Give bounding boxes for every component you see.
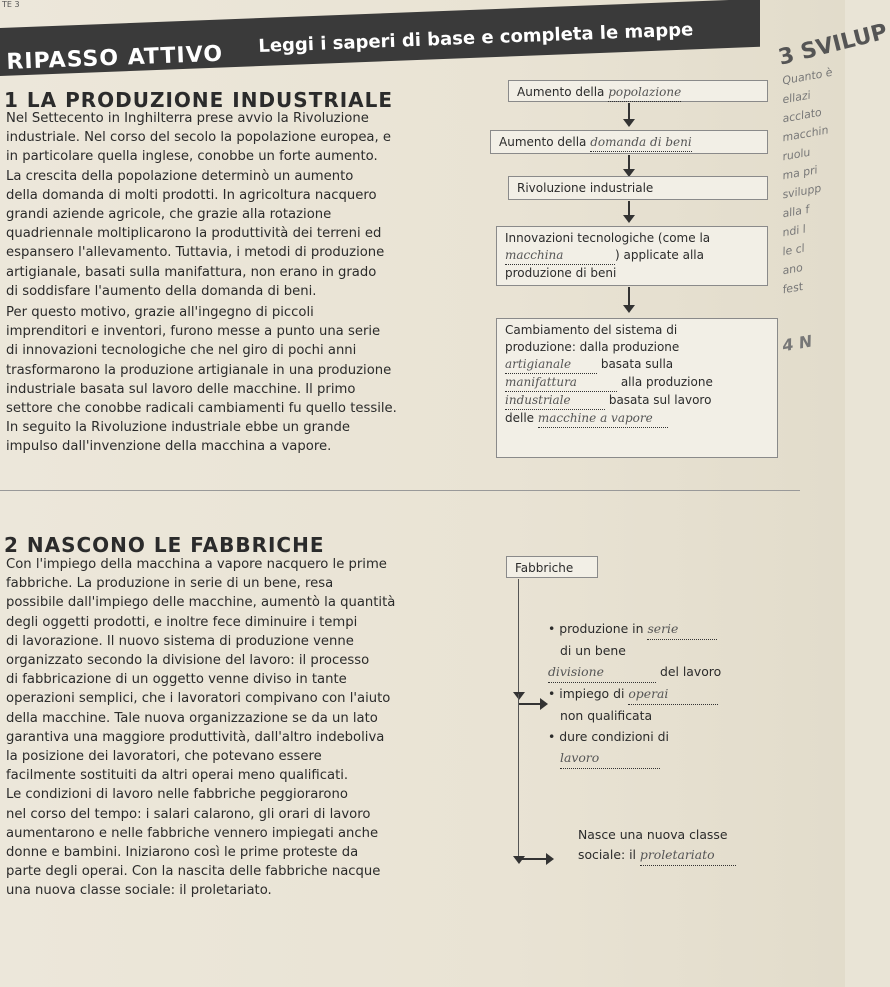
fill-blank[interactable]: proletariato <box>640 845 736 866</box>
text-line: Con l'impiego della macchina a vapore nacquero le prime <box>6 557 387 572</box>
section-1-paragraph-2 <box>6 303 476 457</box>
side-line: alla f <box>781 202 811 221</box>
box-text: ) applicate alla <box>615 248 704 262</box>
box-text: alla produzione <box>620 375 713 389</box>
side-line: ano <box>781 261 804 278</box>
box-text: sociale: il <box>578 847 636 862</box>
text-line: trasformarono la produzione artigianale in una produzione <box>6 362 392 378</box>
side-line: fest <box>781 279 804 297</box>
text-line: degli oggetti prodotti, e inoltre fece diminuire i tempi <box>6 614 358 630</box>
text-line: in particolare quella inglese, conobbe un forte aumento. <box>6 149 378 165</box>
section-2-paragraph <box>6 555 498 901</box>
side-line: ellazi <box>781 88 812 107</box>
fill-blank[interactable]: macchine a vapore <box>538 410 668 428</box>
fill-blank[interactable]: lavoro <box>560 747 660 769</box>
fill-blank[interactable]: serie <box>647 618 717 640</box>
side-line: ruolu <box>781 145 812 164</box>
right-arrow-icon <box>518 703 542 705</box>
text-line: Nel Settecento in Inghilterra prese avvio la Rivoluzione <box>6 111 369 126</box>
side-line: le cl <box>781 241 806 259</box>
text-line: industriale basata sul lavoro delle macchine. Il primo <box>6 381 356 397</box>
box-text: Cambiamento del sistema di <box>505 323 678 337</box>
down-arrow-icon <box>628 287 630 307</box>
text-line: Per questo motivo, grazie all'ingegno di piccoli <box>6 305 314 320</box>
side-line: ma pri <box>781 163 819 183</box>
map-box-factories <box>506 556 598 578</box>
map-box-system-change <box>496 318 778 458</box>
box-text: Rivoluzione industriale <box>517 181 654 195</box>
box-text: produzione di beni <box>505 266 617 280</box>
fill-blank[interactable]: manifattura <box>505 374 617 392</box>
text-line: possibile dall'impiego delle macchine, aumentò la quantità <box>6 595 396 611</box>
down-arrow-icon <box>628 103 630 121</box>
text-line: di innovazioni tecnologiche che nel giro di pochi anni <box>6 343 357 359</box>
text-line: quadriennale moltiplicarono la produttività dei terreni ed <box>6 226 382 242</box>
text-line: di fabbricazione di un oggetto venne diviso in tante <box>6 672 347 688</box>
text-line: industriale. Nel corso del secolo la popolazione europea, e <box>6 130 392 146</box>
text-line: nel corso del tempo: i salari calarono, gli orari di lavoro <box>6 806 371 822</box>
map-box-industrial-revolution <box>508 176 768 200</box>
text-line: In seguito la Rivoluzione industriale ebbe un grande <box>6 420 350 436</box>
fill-blank[interactable]: operai <box>628 683 718 705</box>
fill-blank[interactable]: domanda di beni <box>590 134 692 152</box>
side-section-title: 3 SVILUP <box>775 19 890 71</box>
section-divider <box>0 490 800 491</box>
text-line: di soddisfare l'aumento della domanda di beni. <box>6 283 317 299</box>
section-1-title: 1 LA PRODUZIONE INDUSTRIALE <box>4 88 394 112</box>
bullet-text: impiego di <box>559 686 625 701</box>
text-line: La crescita della popolazione determinò un aumento <box>6 168 354 184</box>
text-line: garantiva una maggiore produttività, dall'altro indeboliva <box>6 729 385 745</box>
connector-line <box>518 694 519 858</box>
text-line: la posizione dei lavoratori, che potevano essere <box>6 749 322 765</box>
page-corner-mark: TE 3 <box>2 0 20 9</box>
side-line: 4 N <box>780 331 814 356</box>
bullet-text: del lavoro <box>659 664 722 679</box>
text-line: aumentarono e nelle fabbriche vennero impiegati anche <box>6 825 379 841</box>
box-text: delle <box>505 411 535 425</box>
text-line: operazioni semplici, che i lavoratori compivano con l'aiuto <box>6 691 391 707</box>
side-line: ndi l <box>781 222 807 240</box>
text-line: organizzato secondo la divisione del lavoro: il processo <box>6 653 370 669</box>
bullet-text: dure condizioni di <box>559 729 669 744</box>
banner-title: RIPASSO ATTIVO <box>6 41 224 75</box>
down-arrow-icon <box>628 201 630 217</box>
text-line: settore che conobbe radicali cambiamenti fu quello tessile. <box>6 401 397 417</box>
text-line: imprenditori e inventori, furono messe a punto una serie <box>6 324 381 340</box>
map-box-innovations <box>496 226 768 286</box>
text-line: Le condizioni di lavoro nelle fabbriche peggiorarono <box>6 787 348 803</box>
down-arrow-icon <box>628 155 630 171</box>
fill-blank[interactable]: popolazione <box>608 84 681 102</box>
box-text: Aumento della <box>517 85 605 99</box>
map-box-population <box>508 80 768 102</box>
fill-blank[interactable]: artigianale <box>505 356 597 374</box>
side-line: svilupp <box>781 181 823 202</box>
text-line: donne e bambini. Iniziarono così le prime proteste da <box>6 845 359 861</box>
bullet-text: di un bene <box>560 643 626 658</box>
fill-blank[interactable]: divisione <box>548 661 656 683</box>
side-line: macchin <box>781 123 830 145</box>
side-line: Quanto è <box>781 65 834 88</box>
section-1-paragraph-1 <box>6 109 476 301</box>
adjacent-page-margin <box>775 19 890 420</box>
map-box-new-class <box>570 822 785 866</box>
factory-features-list: • produzione in serie di un bene divisione del lavoro • impiego di operai non qualificata • dure condizioni di lavoro <box>548 618 793 769</box>
text-line: espansero l'allevamento. Tuttavia, i metodi di produzione <box>6 245 385 261</box>
text-line: una nuova classe sociale: il proletariato. <box>6 883 272 899</box>
box-text: basata sul lavoro <box>608 393 712 407</box>
fill-blank[interactable]: industriale <box>505 392 605 410</box>
side-line: acclato <box>781 105 823 126</box>
text-line: della macchine. Tale nuova organizzazione se da un lato <box>6 710 378 726</box>
box-text: Nasce una nuova classe <box>578 827 728 842</box>
text-line: artigianale, basati sulla manifattura, non erano in grado <box>6 264 377 280</box>
text-line: della domanda di molti prodotti. In agricoltura nacquero <box>6 187 377 203</box>
fill-blank[interactable]: macchina <box>505 247 615 265</box>
text-line: fabbriche. La produzione in serie di un bene, resa <box>6 576 334 592</box>
text-line: impulso dall'invenzione della macchina a vapore. <box>6 439 332 455</box>
box-text: basata sulla <box>600 357 674 371</box>
box-text: Fabbriche <box>515 561 574 575</box>
connector-line <box>518 579 519 694</box>
text-line: di lavorazione. Il nuovo sistema di produzione venne <box>6 633 354 649</box>
map-box-demand <box>490 130 768 154</box>
banner-subtitle: Leggi i saperi di base e completa le mappe <box>258 19 694 57</box>
text-line: facilmente sostituiti da altri operai meno qualificati. <box>6 768 349 784</box>
bullet-text: non qualificata <box>560 708 653 723</box>
bullet-text: produzione in <box>559 621 644 636</box>
box-text: Aumento della <box>499 135 587 149</box>
section-2-title: 2 NASCONO LE FABBRICHE <box>4 533 325 557</box>
text-line: grandi aziende agricole, che grazie alla rotazione <box>6 207 332 223</box>
box-text: produzione: dalla produzione <box>505 340 680 354</box>
box-text: Innovazioni tecnologiche (come la <box>505 231 711 245</box>
text-line: parte degli operai. Con la nascita delle fabbriche nacque <box>6 864 381 880</box>
